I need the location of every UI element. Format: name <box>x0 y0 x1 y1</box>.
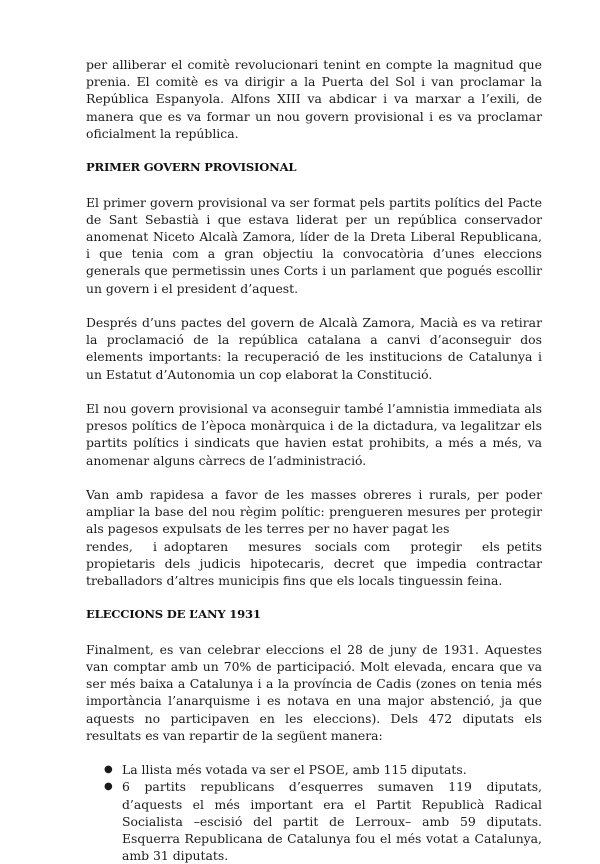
list-item-text: 6 partits republicans d’esquerres sumaven 119 diputats, d’aquests el més important era el Partit Republicà Radical Socialista –escisió del partit de Lerroux– amb 59 diputats. Esquerra Republicana de Catalunya fou el més votat a Catalunya, amb 31 diputats. <box>122 779 542 864</box>
paragraph-mesures-part1: Van amb rapidesa a favor de les masses obreres i rurals, per poder ampliar la base del nou règim polític: prengueren mesures per protegir als pagesos expulsats de les terres per no haver pagat les <box>86 487 542 537</box>
bullet-icon: ● <box>104 781 113 793</box>
paragraph-amnistia: El nou govern provisional va aconseguir també l’amnistia immediata als presos polítics de l’època monàrquica i de la dictadura, va legalitzar els partits polítics i sindicats que havien estat prohibits, a més a més, va anomenar alguns càrrecs de l’administració. <box>86 401 542 468</box>
bullet-icon: ● <box>104 764 113 776</box>
list-item-text: La llista més votada va ser el PSOE, amb 115 diputats. <box>122 762 467 778</box>
list-item <box>104 761 542 778</box>
results-list <box>86 761 542 864</box>
paragraph-primer-govern: El primer govern provisional va ser format pels partits polítics del Pacte de Sant Sebastià i que estava liderat per un república conservador anomenat Niceto Alcalà Zamora, líder de la Dreta Liberal Republicana, i que tenia com a gran objectiu la convocatòria d’unes eleccions generals que permetissin unes Corts i un parlament que pogués escollir un govern i el president d’aquest. <box>86 194 542 296</box>
section-heading-primer-govern: PRIMER GOVERN PROVISIONAL <box>86 160 297 175</box>
paragraph-mesures-part2: rendes, i adoptaren mesures socials com protegir els petits propietaris dels judicis hipotecaris, decret que impedia contractar treballadors d’altres municipis fins que els locals tinguessin feina. <box>86 538 546 589</box>
document-page <box>86 56 546 864</box>
paragraph-pactes-macia: Després d’uns pactes del govern de Alcalà Zamora, Macià es va retirar la proclamació de la república catalana a canvi d’aconseguir dos elements importants: la recuperació de les institucions de Catalunya i un Estatut d’Autonomia un cop elaborat la Constitució. <box>86 315 542 382</box>
list-item <box>104 778 542 864</box>
section-heading-eleccions: ELECCIONS DE L’ANY 1931 <box>86 607 261 622</box>
paragraph-eleccions: Finalment, es van celebrar eleccions el 28 de juny de 1931. Aquestes van comptar amb un 70% de participació. Molt elevada, encara que va ser més baixa a Catalunya i a la província de Cadis (zones on tenia més importància l’anarquisme i es notava en una major abstenció, ja que aquests no participaven en les eleccions). Dels 472 diputats els resultats es van repartir de la següent manera: <box>86 641 542 743</box>
intro-paragraph: per alliberar el comitè revolucionari tenint en compte la magnitud que prenia. El comitè es va dirigir a la Puerta del Sol i van proclamar la República Espanyola. Alfons XIII va abdicar i va marxar a l’exili, de manera que es va formar un nou govern provisional i es va proclamar oficialment la república. <box>86 57 542 141</box>
